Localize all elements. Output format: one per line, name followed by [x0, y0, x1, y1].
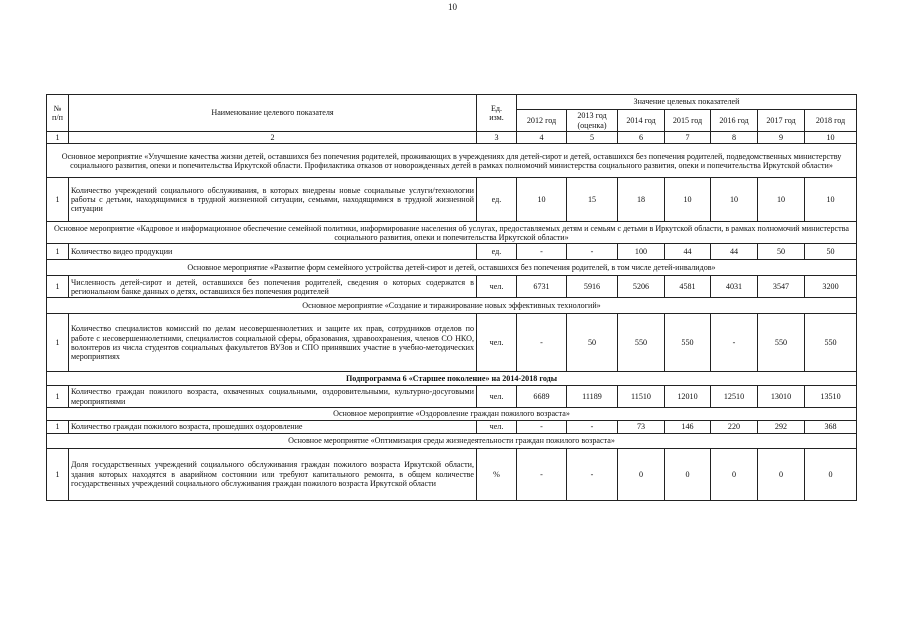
value-cell: 550: [618, 314, 665, 372]
value-cell: 18: [618, 178, 665, 222]
value-cell: -: [517, 244, 567, 260]
unit: %: [477, 448, 517, 500]
value-cell: 0: [618, 448, 665, 500]
value-cell: 3200: [805, 276, 857, 298]
value-cell: 12510: [711, 386, 758, 408]
row-number: 1: [47, 448, 69, 500]
indicator-name: Доля государственных учреждений социального обслуживания граждан пожилого возраста Иркутской области, здания которых находятся в аварийном состоянии или требуют капитального ремонта, в общем количестве государственных учреждений социального обслуживания граждан пожилого возраста Иркутской области: [69, 448, 477, 500]
value-cell: 3547: [758, 276, 805, 298]
value-cell: 10: [665, 178, 711, 222]
indicator-name: Численность детей-сирот и детей, оставшихся без попечения родителей, сведения о которых содержатся в региональном банке данных о детях, оставшихся без попечения родителей: [69, 276, 477, 298]
header-year-6: 2018 год: [805, 110, 857, 132]
column-number-0: 1: [47, 132, 69, 144]
unit: чел.: [477, 314, 517, 372]
value-cell: 10: [805, 178, 857, 222]
table-row: [47, 244, 857, 260]
indicator-name: Количество видео продукции: [69, 244, 477, 260]
value-cell: 11510: [618, 386, 665, 408]
column-number-8: 9: [758, 132, 805, 144]
header-num: № п/п: [47, 95, 69, 132]
value-cell: 13510: [805, 386, 857, 408]
value-cell: -: [517, 420, 567, 433]
column-number-2: 3: [477, 132, 517, 144]
table-row: [47, 276, 857, 298]
table-row: [47, 420, 857, 433]
value-cell: 550: [758, 314, 805, 372]
value-cell: 5916: [567, 276, 618, 298]
table-row: [47, 178, 857, 222]
value-cell: 550: [805, 314, 857, 372]
section-title: Основное мероприятие «Создание и тиражирование новых эффективных технологий»: [47, 298, 857, 314]
column-number-9: 10: [805, 132, 857, 144]
column-number-4: 5: [567, 132, 618, 144]
value-cell: 50: [805, 244, 857, 260]
value-cell: 44: [665, 244, 711, 260]
value-cell: -: [711, 314, 758, 372]
value-cell: -: [517, 448, 567, 500]
value-cell: 100: [618, 244, 665, 260]
section-title: Основное мероприятие «Оптимизация среды жизнедеятельности граждан пожилого возраста»: [47, 433, 857, 448]
value-cell: 4581: [665, 276, 711, 298]
unit: чел.: [477, 420, 517, 433]
value-cell: 0: [711, 448, 758, 500]
section-row: [47, 298, 857, 314]
value-cell: 50: [567, 314, 618, 372]
value-cell: 292: [758, 420, 805, 433]
unit: чел.: [477, 386, 517, 408]
target-indicators-table-wrap: [46, 94, 856, 501]
indicator-name: Количество специалистов комиссий по делам несовершеннолетних и защите их прав, сотрудников отделов по работе с несовершеннолетними, специалистов социальной сферы, образования, здравоохранения, членов СО НКО, волонтеров из числа студентов социальных факультетов ВУЗов и СПО принявших участие в учебно-методических мероприятиях: [69, 314, 477, 372]
value-cell: 368: [805, 420, 857, 433]
row-number: 1: [47, 386, 69, 408]
column-number-3: 4: [517, 132, 567, 144]
indicator-name: Количество граждан пожилого возраста, прошедших оздоровление: [69, 420, 477, 433]
value-cell: 10: [758, 178, 805, 222]
value-cell: 13010: [758, 386, 805, 408]
indicator-name: Количество учреждений социального обслуживания, в которых внедрены новые социальные услуги/технологии работы с детьми, находящимися в трудной жизненной ситуации, семьями, находящимися в трудной жизненной ситуации: [69, 178, 477, 222]
section-row: [47, 407, 857, 420]
value-cell: 12010: [665, 386, 711, 408]
value-cell: 6689: [517, 386, 567, 408]
value-cell: 5206: [618, 276, 665, 298]
page-number: 10: [448, 2, 457, 12]
value-cell: 15: [567, 178, 618, 222]
column-number-5: 6: [618, 132, 665, 144]
value-cell: 220: [711, 420, 758, 433]
unit: ед.: [477, 178, 517, 222]
header-name: Наименование целевого показателя: [69, 95, 477, 132]
unit: чел.: [477, 276, 517, 298]
header-year-0: 2012 год: [517, 110, 567, 132]
row-number: 1: [47, 244, 69, 260]
value-cell: 4031: [711, 276, 758, 298]
table-row: [47, 448, 857, 500]
value-cell: 550: [665, 314, 711, 372]
row-number: 1: [47, 420, 69, 433]
value-cell: -: [567, 448, 618, 500]
value-cell: 11189: [567, 386, 618, 408]
column-number-7: 8: [711, 132, 758, 144]
header-year-4: 2016 год: [711, 110, 758, 132]
section-row: [47, 222, 857, 244]
column-number-1: 2: [69, 132, 477, 144]
unit: ед.: [477, 244, 517, 260]
section-title: Основное мероприятие «Оздоровление граждан пожилого возраста»: [47, 407, 857, 420]
row-number: 1: [47, 178, 69, 222]
row-number: 1: [47, 314, 69, 372]
section-title: Основное мероприятие «Улучшение качества жизни детей, оставшихся без попечения родителей, проживающих в учреждениях для детей-сирот и детей, оставшихся без попечения родителей, подведомственных министерству социального развития, опеки и попечительства Иркутской области. Профилактика отказов от новорожденных детей в рамках полномочий министерства социального развития, опеки и попечительства Иркутской области»: [47, 144, 857, 178]
value-cell: 44: [711, 244, 758, 260]
table-row: [47, 314, 857, 372]
value-cell: -: [567, 244, 618, 260]
column-number-6: 7: [665, 132, 711, 144]
section-row: [47, 144, 857, 178]
subprogram-title: Подпрограмма 6 «Старшее поколение» на 2014-2018 годы: [47, 372, 857, 386]
section-title: Основное мероприятие «Развитие форм семейного устройства детей-сирот и детей, оставшихся без попечения родителей, в том числе детей-инвалидов»: [47, 260, 857, 276]
header-year-1: 2013 год (оценка): [567, 110, 618, 132]
target-indicators-table: [46, 94, 857, 501]
value-cell: 146: [665, 420, 711, 433]
section-title: Основное мероприятие «Кадровое и информационное обеспечение семейной политики, информирование населения об услугах, предоставляемых детям и семьям с детьми в Иркутской области, в рамках полномочий министерства социального развития, опеки и попечительства Иркутской области»: [47, 222, 857, 244]
section-row: [47, 260, 857, 276]
value-cell: -: [567, 420, 618, 433]
value-cell: 0: [805, 448, 857, 500]
value-cell: 6731: [517, 276, 567, 298]
value-cell: 0: [665, 448, 711, 500]
section-row: [47, 433, 857, 448]
header-values-group: Значение целевых показателей: [517, 95, 857, 110]
value-cell: 10: [517, 178, 567, 222]
value-cell: 10: [711, 178, 758, 222]
subprogram-row: [47, 372, 857, 386]
value-cell: 0: [758, 448, 805, 500]
header-year-3: 2015 год: [665, 110, 711, 132]
value-cell: 50: [758, 244, 805, 260]
header-year-5: 2017 год: [758, 110, 805, 132]
header-unit: Ед. изм.: [477, 95, 517, 132]
header-year-2: 2014 год: [618, 110, 665, 132]
indicator-name: Количество граждан пожилого возраста, охваченных социальными, оздоровительными, культурно-досуговыми мероприятиями: [69, 386, 477, 408]
value-cell: -: [517, 314, 567, 372]
table-row: [47, 386, 857, 408]
row-number: 1: [47, 276, 69, 298]
value-cell: 73: [618, 420, 665, 433]
